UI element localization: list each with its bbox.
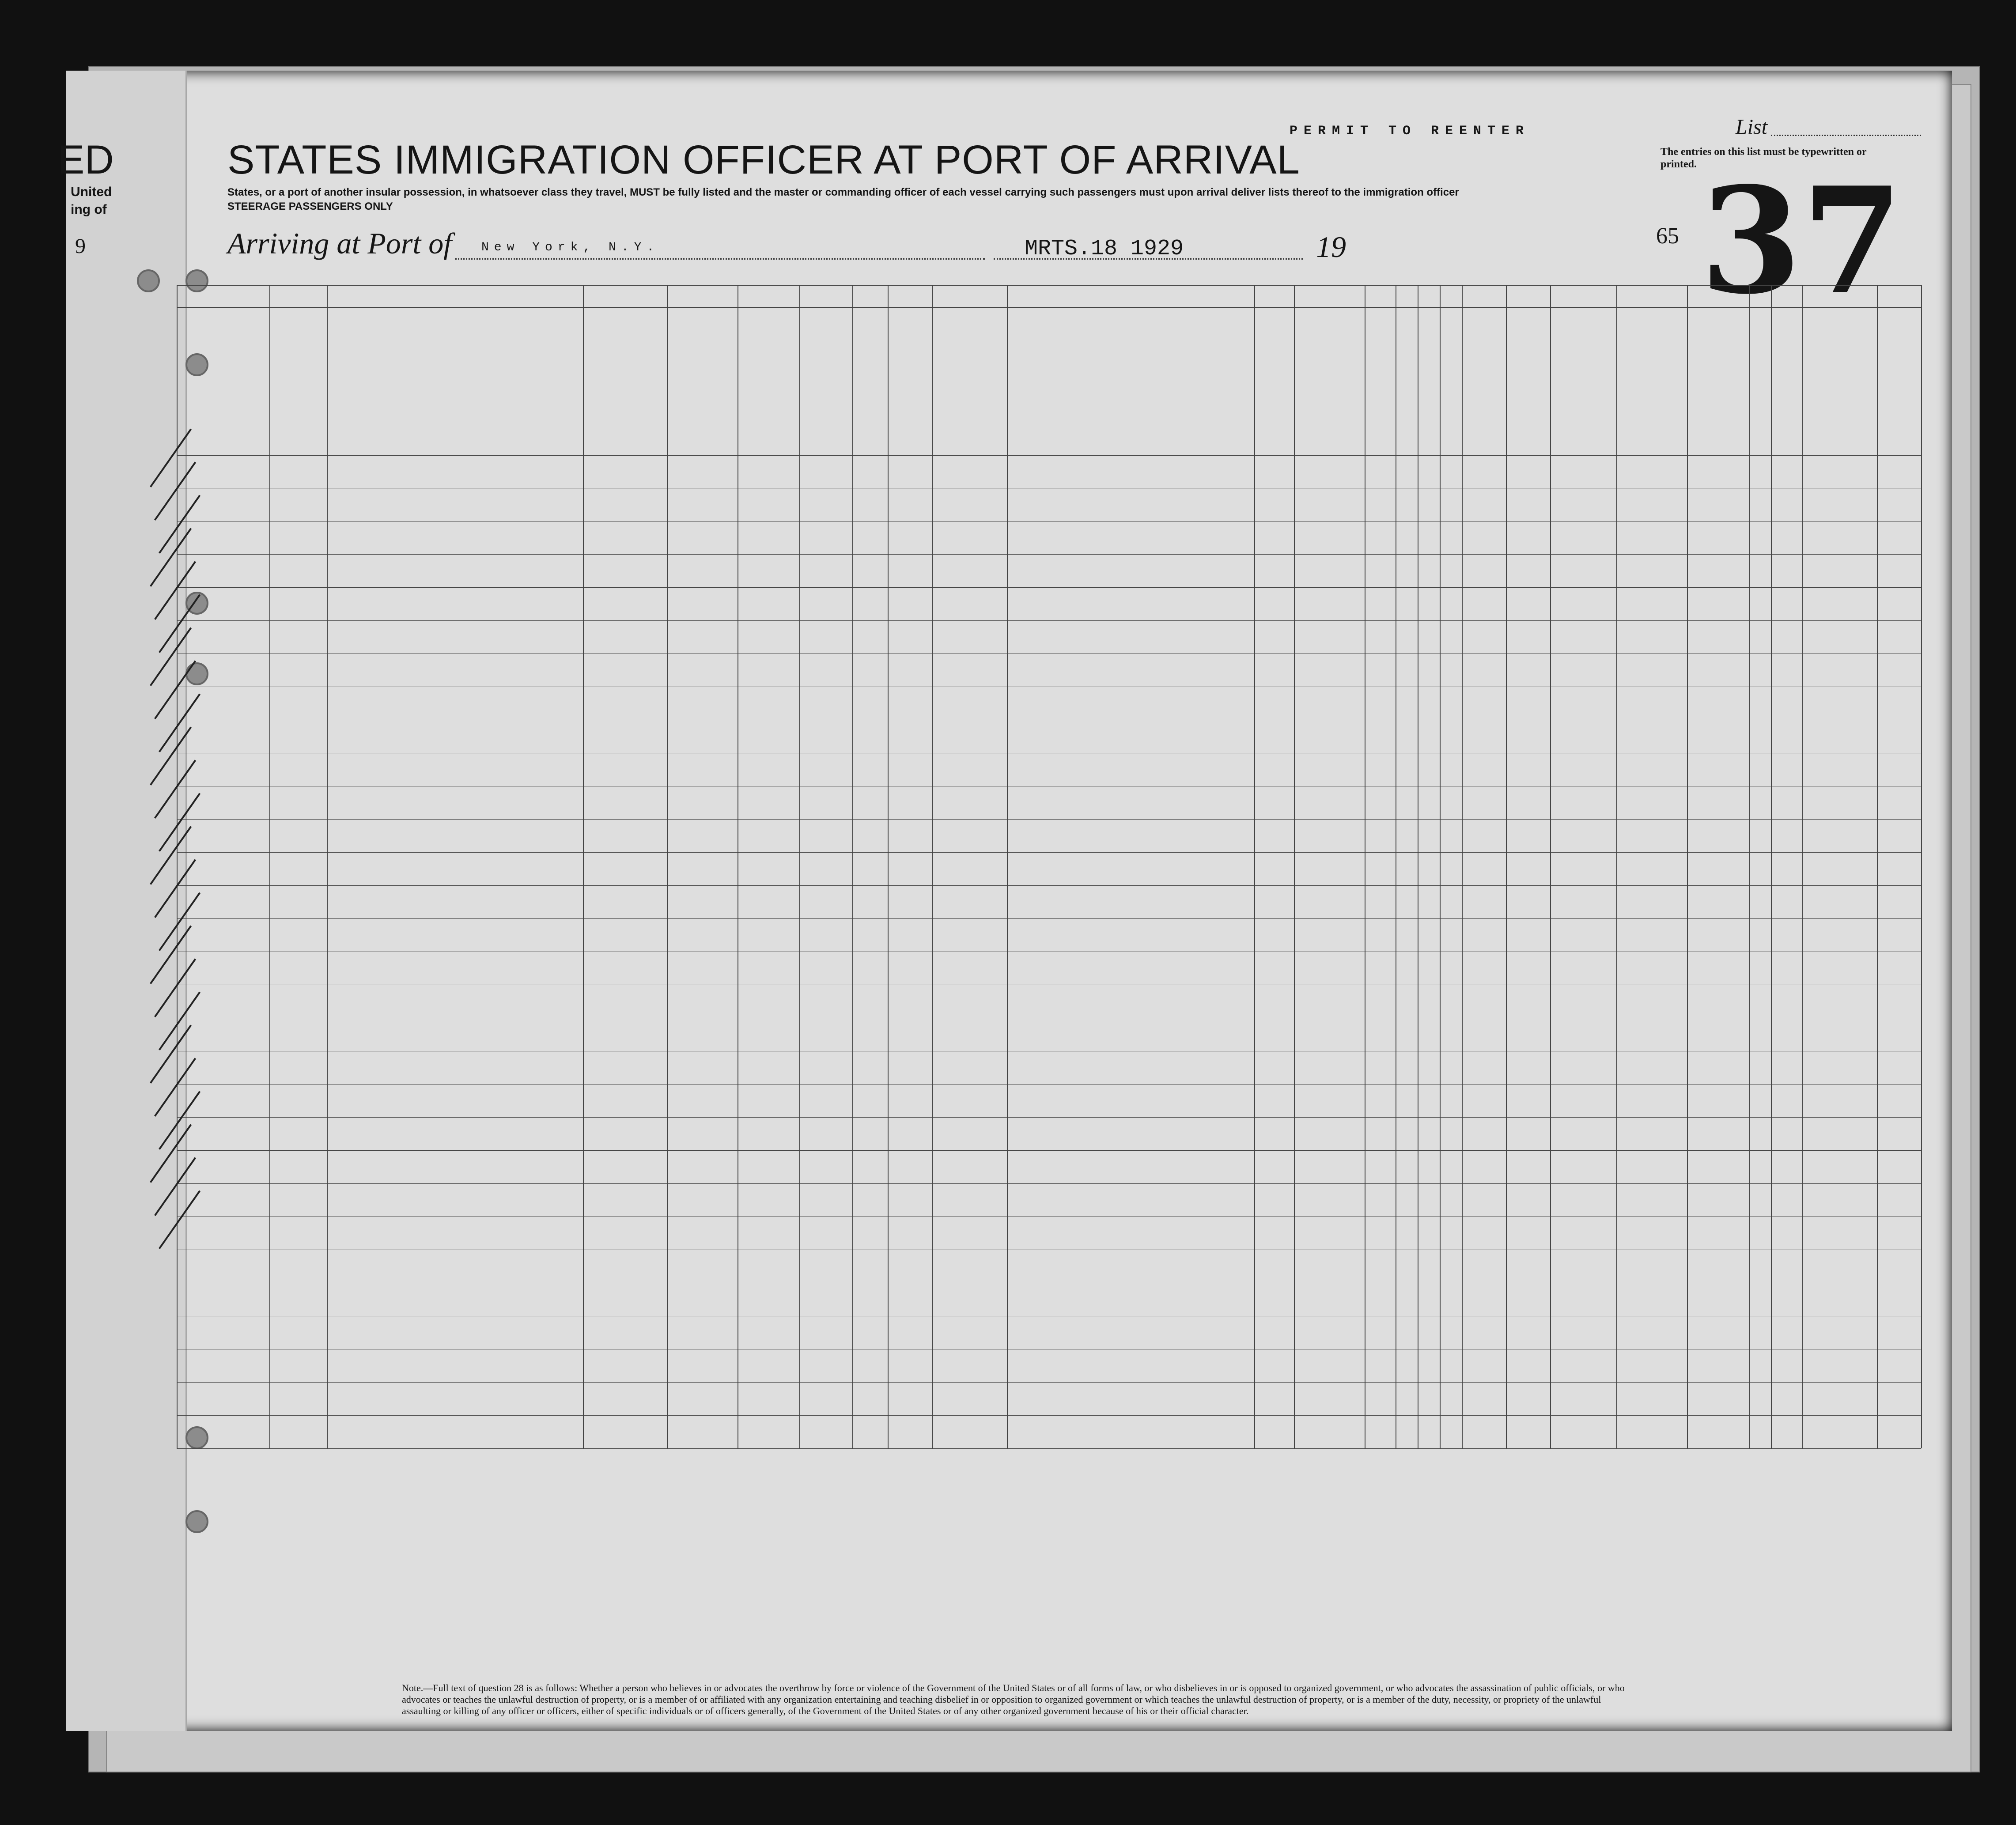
left-page-title: ED <box>57 137 114 182</box>
footnote: Note.—Full text of question 28 is as follows: Whether a person who believes in or advocates the overthrow by force or violence of the Government of the United States or of all forms of law, or who disbelieves in or is opposed to organized government, or who advocates the assassination of public officials, or who advocates or teaches the unlawful destruction of property, or is a member of or affiliated with any organization entertaining and teaching disbelief in or opposition to organized government or which teaches the unlawful destruction of property, or is a member of the duty, necessity, or propriety of the unlawful assaulting or killing of any officer or officers, either of specific individuals or of officers generally, of the Government of the United States or of any other organized government because of his or their official character. <box>402 1682 1625 1716</box>
manifest-page <box>57 71 1952 1731</box>
permit-to-reenter-stamp: PERMIT TO REENTER <box>1290 124 1530 139</box>
column-rule <box>1802 285 1803 1448</box>
row-rule <box>177 587 1921 588</box>
column-rule <box>1771 285 1772 1448</box>
column-rule <box>932 285 933 1448</box>
row-rule <box>177 918 1921 919</box>
column-rule <box>1007 285 1008 1448</box>
column-rule <box>1254 285 1255 1448</box>
column-rule <box>1462 285 1463 1448</box>
row-rule <box>177 1448 1921 1449</box>
page-title: STATES IMMIGRATION OFFICER AT PORT OF ARRIVAL <box>227 137 1300 182</box>
column-rule <box>888 285 889 1448</box>
row-rule <box>177 620 1921 621</box>
punch-hole <box>137 269 160 292</box>
left-page-number: 9 <box>75 234 86 258</box>
left-page-subtitle: United ing of <box>71 185 112 217</box>
column-rule <box>1687 285 1688 1448</box>
column-rule <box>327 285 328 1448</box>
arrival-date-stamp: MRTS.18 1929 <box>1025 236 1184 261</box>
column-rule <box>583 285 584 1448</box>
column-rule <box>1440 285 1441 1448</box>
row-rule <box>177 1183 1921 1184</box>
sheet-number: 65 <box>1656 223 1679 249</box>
arriving-label: Arriving at Port of <box>227 227 452 260</box>
column-rule <box>1616 285 1617 1448</box>
year-label: 19 <box>1316 230 1346 264</box>
column-rule <box>1294 285 1295 1448</box>
row-rule <box>177 1150 1921 1151</box>
row-rule <box>177 852 1921 853</box>
column-rule <box>1550 285 1551 1448</box>
row-rule <box>177 1382 1921 1383</box>
date-underline <box>994 258 1303 260</box>
manifest-table <box>177 285 1921 1610</box>
row-rule <box>177 885 1921 886</box>
row-rule <box>177 819 1921 820</box>
column-rule <box>667 285 668 1448</box>
column-rule <box>1749 285 1750 1448</box>
table-rule <box>177 307 1921 308</box>
row-rule <box>177 1117 1921 1118</box>
port-name: New York, N.Y. <box>481 241 660 254</box>
row-rule <box>177 1415 1921 1416</box>
row-rule <box>177 554 1921 555</box>
column-rule <box>799 285 800 1448</box>
page-subtitle: States, or a port of another insular possession, in whatsoever class they travel, MUST be fully listed and the master or commanding officer of each vessel carrying such passengers must upon arrival deliver lists thereof to the immigration officer STEERAGE PASSENGERS ONLY <box>227 186 1459 212</box>
column-rule <box>852 285 853 1448</box>
entries-note: The entries on this list must be typewritten or printed. <box>1660 146 1867 170</box>
column-rule <box>1506 285 1507 1448</box>
table-rule <box>177 455 1921 456</box>
list-underline <box>1771 135 1921 136</box>
list-number: 37 <box>1700 155 1903 326</box>
column-rule <box>269 285 270 1448</box>
column-rule <box>1877 285 1878 1448</box>
table-rule <box>177 285 1921 286</box>
list-label: List <box>1736 115 1768 139</box>
column-rule <box>1921 285 1922 1448</box>
port-underline <box>455 258 985 260</box>
